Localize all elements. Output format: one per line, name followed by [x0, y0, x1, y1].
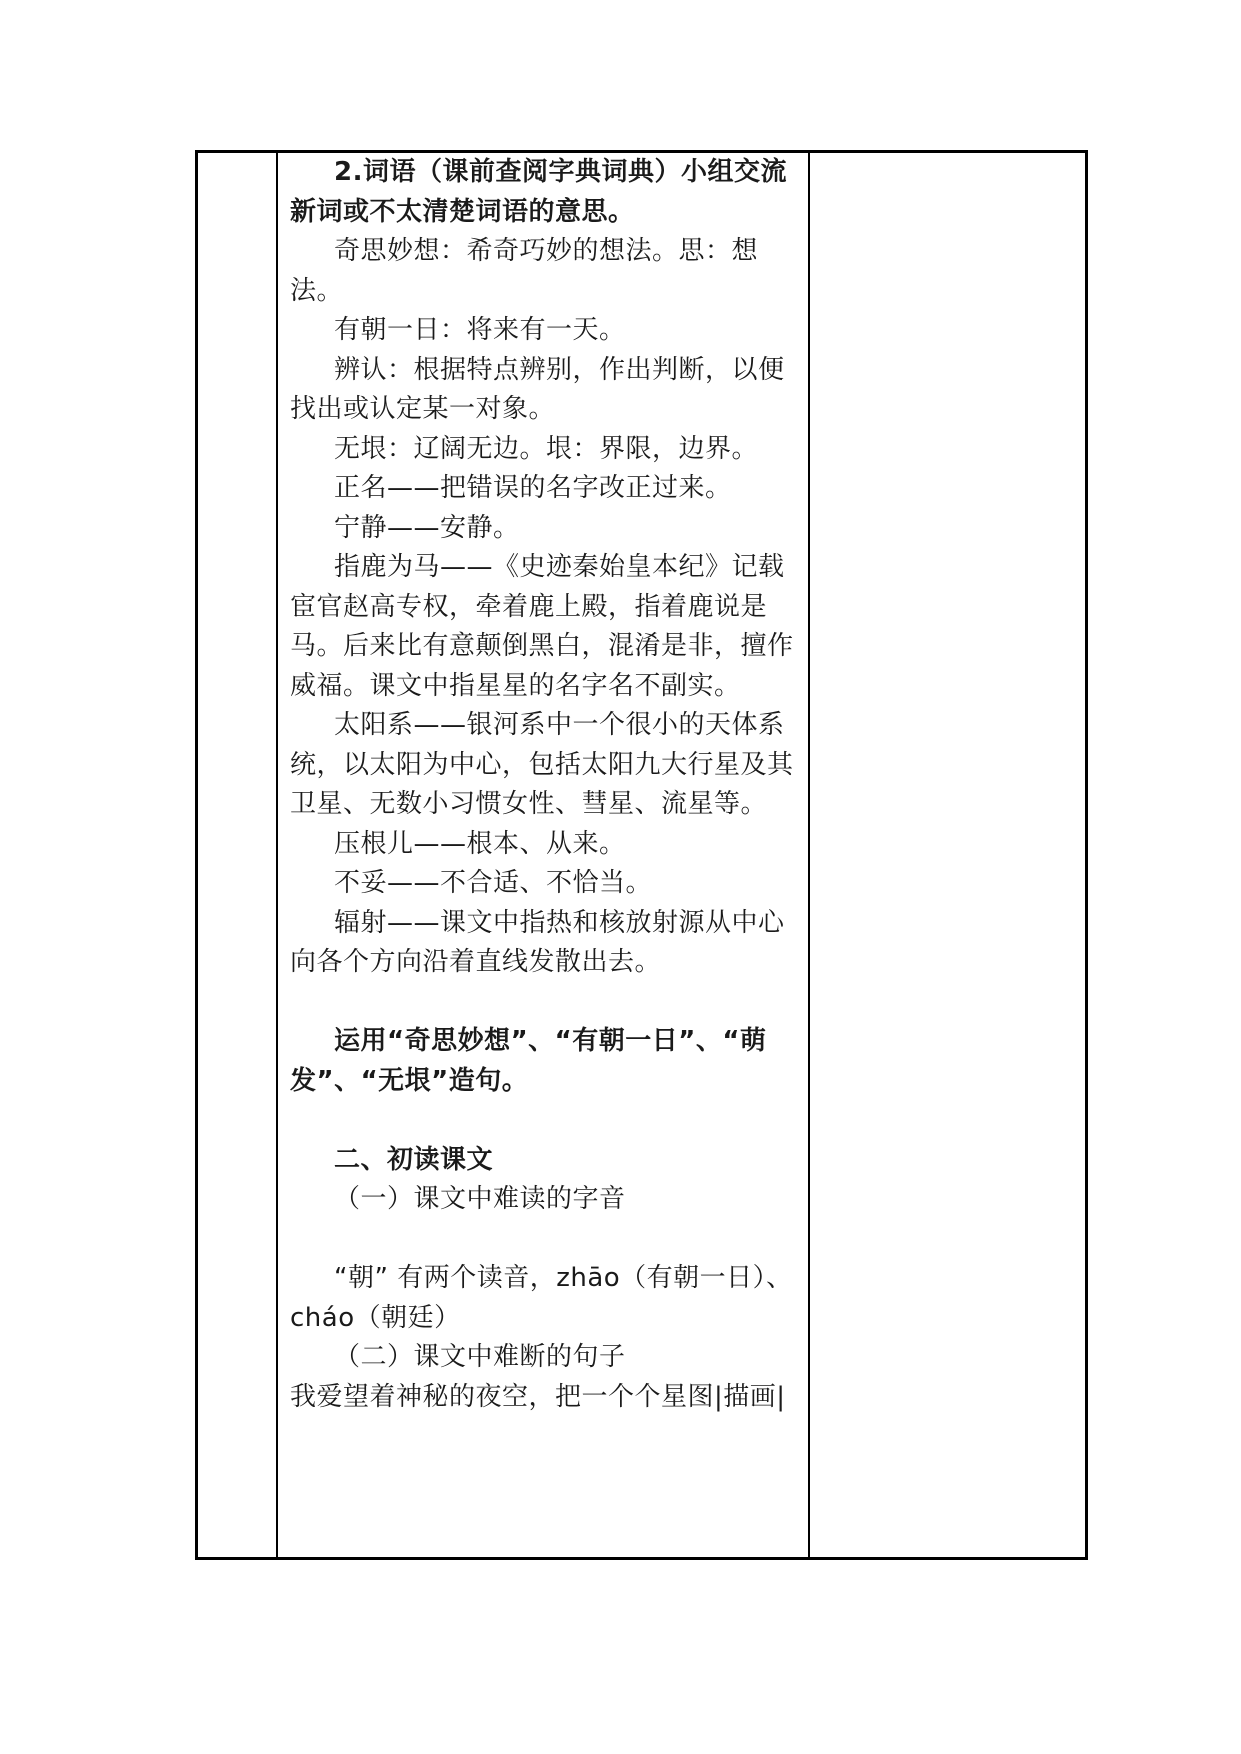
text-paragraph: （二）课文中难断的句子: [334, 1342, 626, 1372]
right-column-cell: [809, 152, 1087, 1559]
heading-paragraph: 二、初读课文: [334, 1144, 494, 1175]
text-paragraph: 奇思妙想：希奇巧妙的想法。思：想法。: [290, 236, 759, 306]
text-paragraph: “朝” 有两个读音，zhāo（有朝一日）、cháo（朝廷）: [290, 1263, 793, 1333]
blank-line: [290, 983, 798, 1023]
text-paragraph: 无垠：辽阔无边。垠：界限，边界。: [334, 433, 759, 464]
left-column-cell: [197, 152, 278, 1559]
text-paragraph: 太阳系——银河系中一个很小的天体系统，以太阳为中心，包括太阳九大行星及其卫星、无数小习惯女性、彗星、流星等。: [290, 710, 794, 819]
text-paragraph: 压根儿——根本、从来。: [334, 828, 626, 859]
heading-paragraph: 2.词语（课前查阅字典词典）小组交流新词或不太清楚词语的意思。: [290, 157, 787, 227]
text-paragraph: 不妥——不合适、不恰当。: [334, 868, 653, 898]
heading-paragraph: 运用“奇思妙想”、“有朝一日”、“萌发”、“无垠”造句。: [290, 1026, 767, 1096]
text-paragraph: 辨认：根据特点辨别，作出判断，以便找出或认定某一对象。: [290, 354, 785, 424]
blank-line: [290, 1220, 798, 1260]
text-paragraph: （一）课文中难读的字音: [334, 1184, 626, 1214]
text-paragraph: 指鹿为马——《史迹秦始皇本纪》记载宦官赵高专权，牵着鹿上殿，指着鹿说是马。后来比有意颠倒黑白，混淆是非，擅作威福。课文中指星星的名字名不副实。: [290, 552, 794, 701]
text-paragraph: 辐射——课文中指热和核放射源从中心向各个方向沿着直线发散出去。: [290, 907, 785, 977]
blank-line: [290, 1101, 798, 1141]
text-paragraph: 宁静——安静。: [334, 512, 520, 543]
text-paragraph: 有朝一日：将来有一天。: [334, 315, 626, 345]
table-row: [197, 152, 1087, 1559]
lesson-plan-table: [195, 150, 1088, 1560]
lesson-content: [278, 153, 808, 1417]
text-paragraph: 我爱望着神秘的夜空，把一个个星图|描画|: [290, 1381, 786, 1412]
text-paragraph: 正名——把错误的名字改正过来。: [334, 473, 732, 503]
content-column-cell: [277, 152, 809, 1559]
